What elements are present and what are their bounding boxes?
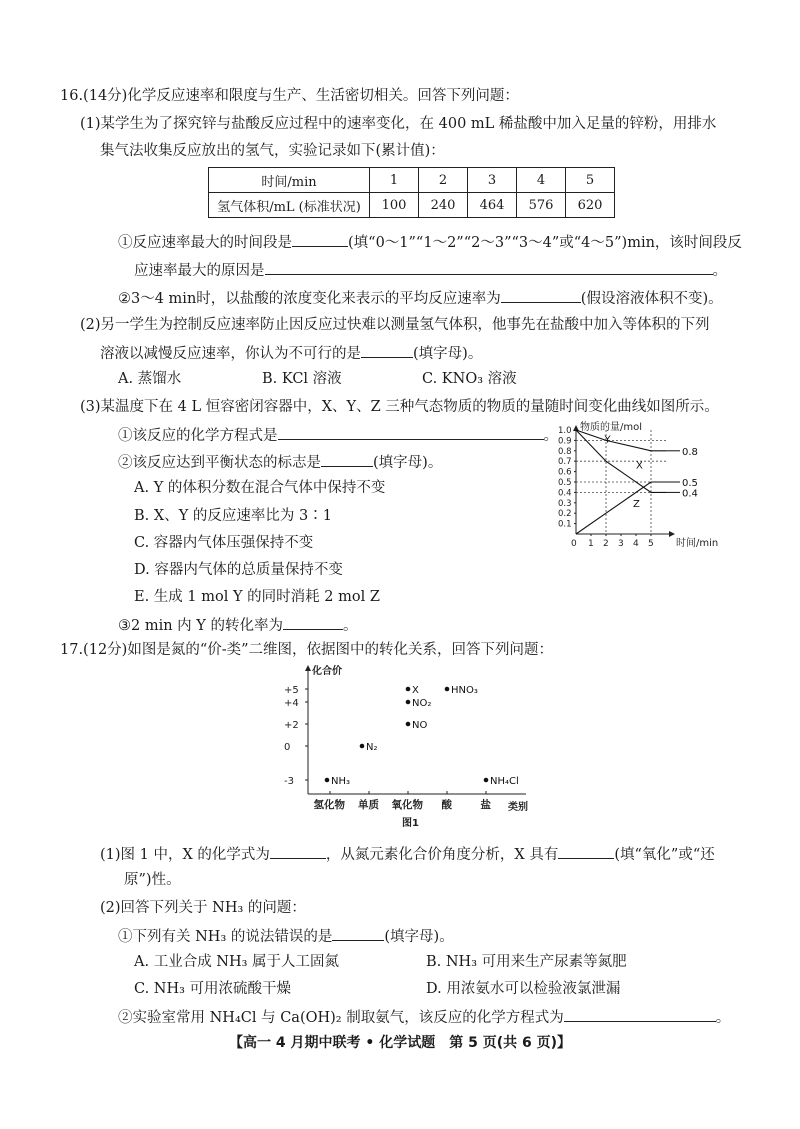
- table-row-time: [209, 168, 615, 193]
- q17-part2-sub2: [118, 1006, 730, 1028]
- x-axis-label: 类别: [508, 802, 528, 813]
- q16-part3-sub3-end: 。: [342, 618, 358, 634]
- point-label: X: [412, 685, 419, 696]
- q17-option-a: A. 工业合成 NH₃ 属于人工固氮: [134, 954, 340, 970]
- point-marker: [406, 722, 411, 727]
- q16-sub1-text-c: 应速率最大的原因是: [134, 263, 265, 279]
- q16-part3-sub2: [118, 451, 442, 473]
- series-label-y: Y: [604, 434, 611, 446]
- series-line-z: [576, 482, 666, 534]
- q16-part3-option-a: A. Y 的体积分数在混合气体中保持不变: [134, 480, 386, 496]
- y-axis-label: 物质的量/mol: [580, 422, 643, 433]
- q16-part3-sub2-text-a: ②该反应达到平衡状态的标志是: [118, 455, 321, 471]
- x-tick-label: 4: [633, 539, 639, 549]
- q16-part2-option-b: B. KCl 溶液: [262, 371, 342, 387]
- y-tick-label: 0.2: [558, 509, 572, 520]
- q16-part2-option-c: C. KNO₃ 溶液: [422, 371, 517, 387]
- figure-caption: 图1: [402, 818, 419, 829]
- q16-part3-sub1-text: ①该反应的化学方程式是: [118, 428, 278, 444]
- answer-blank[interactable]: [265, 259, 713, 275]
- q17-option-d: D. 用浓氨水可以检验液氯泄漏: [426, 981, 621, 997]
- table-cell: 5: [566, 168, 615, 193]
- point-marker: [445, 687, 450, 692]
- page-footer: 【高一 4 月期中联考 • 化学试题 第 5 页(共 6 页)】: [229, 1035, 571, 1051]
- q16-part3-sub1-end: 。: [543, 428, 558, 444]
- point-label: NH₃: [331, 776, 351, 787]
- y-tick-label: 0.6: [558, 467, 572, 478]
- q17-part1-line1: [100, 843, 715, 865]
- table-header-time: 时间/min: [209, 168, 370, 193]
- answer-blank[interactable]: [292, 231, 348, 247]
- point-marker: [360, 744, 365, 749]
- point-marker: [325, 778, 330, 783]
- end-value-label: 0.4: [682, 488, 698, 500]
- q17-part1-line2: 原”)性。: [124, 872, 181, 888]
- table-cell: 2: [419, 168, 468, 193]
- x-tick-label: 酸: [441, 799, 452, 811]
- y-axis-label: 化合价: [312, 666, 342, 677]
- y-tick-label: +4: [284, 698, 299, 709]
- q16-part3-option-e: E. 生成 1 mol Y 的同时消耗 2 mol Z: [134, 589, 380, 605]
- q16-part3-option-d: D. 容器内气体的总质量保持不变: [134, 562, 343, 578]
- q16-sub1-line1: [118, 231, 742, 253]
- q17-option-c: C. NH₃ 可用浓硫酸干燥: [134, 981, 292, 997]
- x-axis-label: 时间/min: [676, 538, 719, 549]
- q17-part2-sub1: [118, 925, 454, 947]
- x-tick-label: 单质: [358, 799, 379, 811]
- q17-option-b: B. NH₃ 可用来生产尿素等氮肥: [426, 954, 627, 970]
- table-cell: 100: [370, 193, 419, 218]
- y-tick-label: -3: [284, 776, 294, 787]
- table-cell: 464: [468, 193, 517, 218]
- x-tick-label: 2: [603, 539, 609, 549]
- table-row-volume: [209, 193, 615, 218]
- point-label: HNO₃: [451, 685, 478, 696]
- q16-part2-text-b: (填字母)。: [413, 346, 483, 362]
- y-tick-label: +2: [284, 720, 299, 731]
- answer-blank[interactable]: [270, 843, 326, 859]
- answer-blank[interactable]: [321, 451, 373, 467]
- end-value-label: 0.8: [682, 446, 698, 458]
- y-tick-label: +5: [284, 685, 299, 696]
- answer-blank[interactable]: [558, 843, 614, 859]
- q16-part3-line1: (3)某温度下在 4 L 恒容密闭容器中，X、Y、Z 三种气态物质的物质的量随时间变化曲线如图所示。: [80, 399, 719, 415]
- y-tick-label: 0.1: [558, 519, 572, 530]
- series-label-z: Z: [633, 498, 640, 510]
- point-label: N₂: [366, 742, 378, 753]
- q16-part2-line2: [100, 342, 482, 364]
- origin-label: 0: [571, 539, 577, 549]
- y-tick-label: 0.5: [558, 478, 572, 488]
- x-tick-label: 5: [648, 539, 654, 549]
- table-cell: 3: [468, 168, 517, 193]
- q16-part3-option-b: B. X、Y 的反应速率比为 3∶1: [134, 508, 332, 524]
- point-label: NO: [412, 720, 428, 731]
- answer-blank[interactable]: [278, 424, 544, 440]
- x-tick-label: 盐: [480, 799, 491, 811]
- q16-sub1-text-b: (填“0～1”“1～2”“2～3”“3～4”或“4～5”)min，该时间段反: [348, 235, 742, 251]
- q17-part1-text-c: (填“氧化”或“还: [614, 847, 715, 863]
- q16-sub2: [118, 287, 723, 309]
- y-tick-label: 1.0: [558, 426, 572, 436]
- point-label: NO₂: [412, 698, 432, 709]
- y-tick-label: 0: [284, 742, 291, 753]
- q16-title: 16.(14分)化学反应速率和限度与生产、生活密切相关。回答下列问题：: [60, 88, 519, 104]
- q16-sub1-line2: [134, 259, 727, 281]
- q16-part3-option-c: C. 容器内气体压强保持不变: [134, 535, 314, 551]
- q16-sub1-text-a: ①反应速率最大的时间段是: [118, 235, 292, 251]
- q16-part2-text-a: 溶液以减慢反应速率，你认为不可行的是: [100, 346, 361, 362]
- answer-blank[interactable]: [283, 614, 343, 630]
- table-cell: 1: [370, 168, 419, 193]
- q16-sub2-text-a: ②3～4 min时，以盐酸的浓度变化来表示的平均反应速率为: [118, 291, 501, 307]
- point-marker: [484, 778, 489, 783]
- y-tick-label: 0.9: [558, 436, 572, 447]
- table-header-volume: 氢气体积/mL (标准状况): [209, 193, 370, 218]
- q16-sub2-text-b: (假设溶液体积不变)。: [580, 291, 723, 307]
- q16-part1-line1: (1)某学生为了探究锌与盐酸反应过程中的速率变化，在 400 mL 稀盐酸中加入足量的锌粉，用排水: [80, 116, 717, 132]
- x-tick-label: 1: [588, 539, 594, 549]
- q16-part2-line1: (2)另一学生为控制反应速率防止因反应过快难以测量氢气体积，他事先在盐酸中加入等体积的下列: [80, 317, 710, 333]
- q17-part2-sub1-text-a: ①下列有关 NH₃ 的说法错误的是: [118, 929, 333, 945]
- x-tick-label: 氢化物: [313, 799, 345, 811]
- point-label: NH₄Cl: [490, 776, 519, 787]
- q17-title: 17.(12分)如图是氮的“价-类”二维图，依据图中的转化关系，回答下列问题：: [60, 642, 554, 658]
- q17-part1-text-b: ，从氮元素化合价角度分析，X 具有: [325, 847, 559, 863]
- q16-part3-sub3-text: ③2 min 内 Y 的转化率为: [118, 618, 283, 634]
- q16-part1-line2: 集气法收集反应放出的氢气，实验记录如下(累计值)：: [100, 143, 445, 159]
- y-tick-label: 0.7: [558, 457, 572, 468]
- table-cell: 620: [566, 193, 615, 218]
- q16-part3-sub3: [118, 614, 357, 636]
- q17-part1-text-a: (1)图 1 中，X 的化学式为: [100, 847, 270, 863]
- answer-blank[interactable]: [501, 287, 581, 303]
- y-tick-label: 0.3: [558, 498, 572, 509]
- q17-part2-sub2-end: 。: [715, 1010, 731, 1026]
- series-label-x: X: [636, 460, 643, 472]
- x-tick-label: 3: [618, 539, 624, 549]
- q16-part2-option-a: A. 蒸馏水: [118, 371, 182, 387]
- q17-part2: (2)回答下列关于 NH₃ 的问题：: [100, 900, 306, 916]
- point-marker: [406, 700, 411, 705]
- y-tick-label: 0.4: [558, 488, 572, 499]
- valence-class-chart: [278, 660, 538, 830]
- answer-blank[interactable]: [361, 342, 413, 358]
- table-cell: 4: [517, 168, 566, 193]
- q16-part3-sub1: [118, 424, 558, 446]
- end-value-label: 0.5: [682, 478, 698, 489]
- y-tick-label: 0.8: [558, 446, 572, 457]
- answer-blank[interactable]: [332, 925, 384, 941]
- q16-sub1-end: 。: [712, 263, 727, 279]
- amount-time-chart: [556, 420, 736, 554]
- table-cell: 576: [517, 193, 566, 218]
- q17-part2-sub2-text: ②实验室常用 NH₄Cl 与 Ca(OH)₂ 制取氨气，该反应的化学方程式为: [118, 1010, 564, 1026]
- q16-part3-sub2-text-b: (填字母)。: [373, 455, 443, 471]
- point-marker: [406, 687, 411, 692]
- hydrogen-volume-table: [208, 167, 615, 218]
- q17-part2-sub1-text-b: (填字母)。: [384, 929, 454, 945]
- answer-blank[interactable]: [564, 1006, 716, 1022]
- table-cell: 240: [419, 193, 468, 218]
- x-tick-label: 氧化物: [391, 799, 423, 811]
